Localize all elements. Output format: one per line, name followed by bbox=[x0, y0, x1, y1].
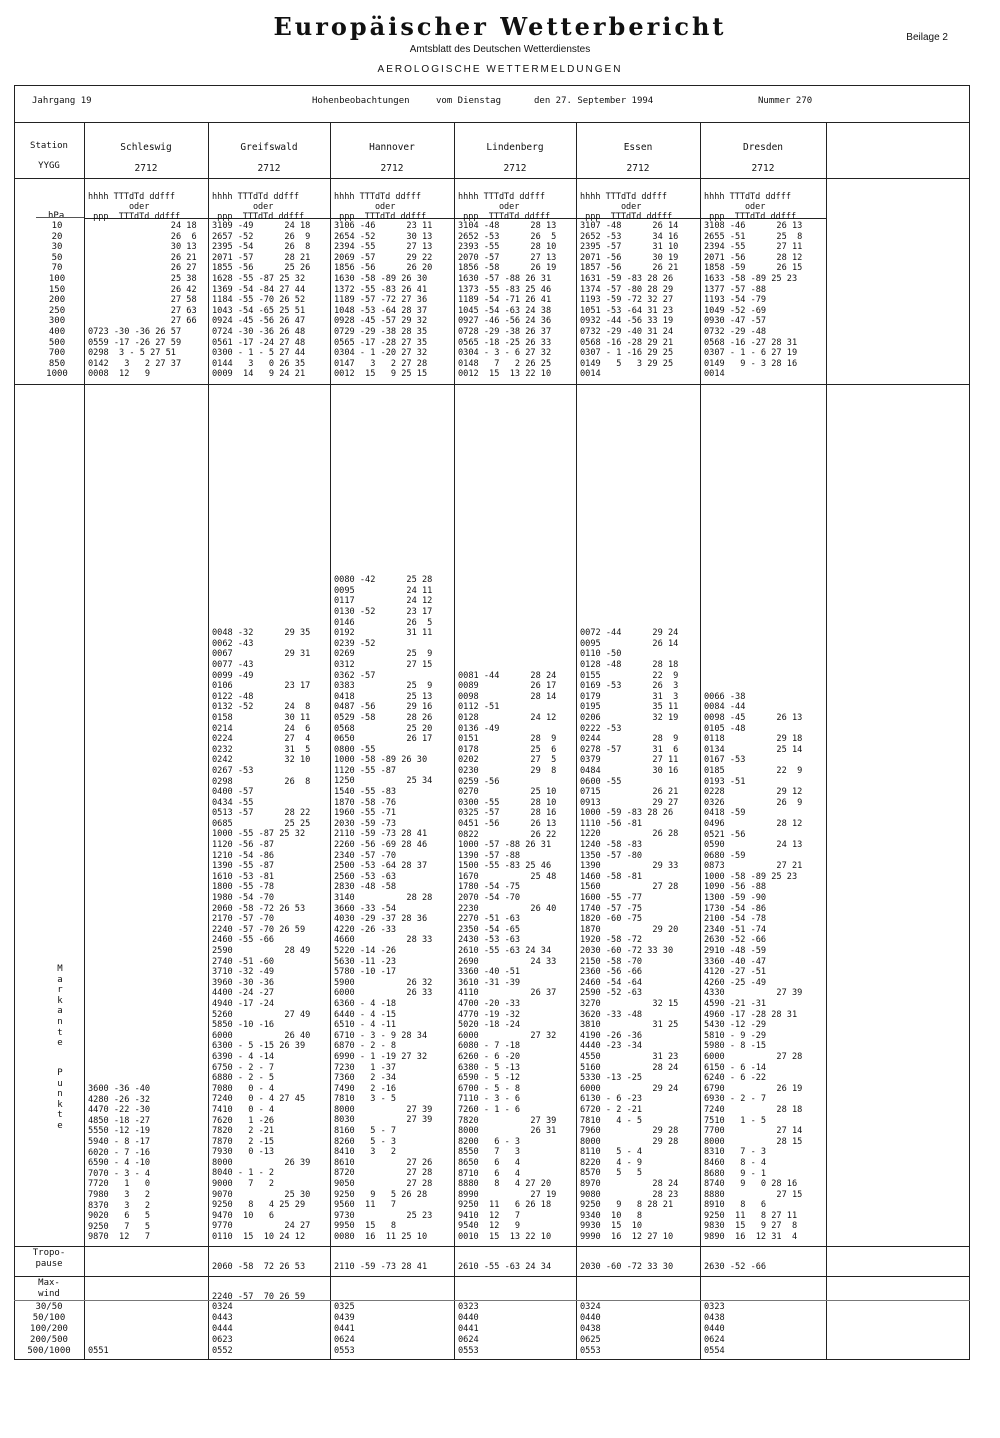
pressure-level: 20 bbox=[51, 231, 63, 242]
layer-labels bbox=[14, 1302, 84, 1357]
pressure-level: 1000 bbox=[46, 369, 68, 380]
standard-levels-data: 3104 -48 28 13 2652 -53 26 5 2393 -55 28 10 2070 -57 27 13 1856 -58 26 19 1630 -57 -88 26 31 1373 -55 -83 25 46 1189 -54 -71 26 41 1045 -54 -63 24 38 0927 -46 -56 24 36 0728 -29 -38 26 37 0565 -18 -25 26 33 0304 - 3 - 6 27 32 0148 7 2 26 25 0012 15 13 22 10 bbox=[458, 221, 557, 380]
column-header: hhhh TTTdTd ddfff oder ppp TTTdTd ddfff bbox=[334, 191, 427, 222]
layer-label: 500/1000 bbox=[27, 1346, 71, 1356]
layer-thickness-data: 0323 0440 0441 0624 0553 bbox=[458, 1302, 479, 1356]
significant-points-data: 0081 -44 28 24 0089 26 17 0098 28 14 0112 -51 0128 24 12 0136 -49 0151 28 9 0178 25 6 0202 27 5 0230 29 8 0259 -56 0270 25 10 0300 -55 28 10 0325 -57 28 16 0451 -56 26 13 0822 26 22 1000 -57 -88 26 31 1390 -57 -88 1500 -55 -83 25 46 1670 25 48 1780 -54 -75 2070 -54 -70 2230 26 40 2270 -51 -63 2350 -54 -65 2430 -53 -63 2610 -55 -63 24 34 2690 24 33 3360 -40 -51 3610 -31 -39 4110 26 37 4700 -20 -33 4770 -19 -32 5020 -18 -24 6000 27 32 6080 - 7 -18 6260 - 6 -20 6380 - 5 -13 6590 - 5 -12 6700 - 5 - 8 7110 - 3 - 6 7260 - 1 - 6 7820 27 39 8000 26 31 8200 6 - 3 8550 7 3 8650 6 4 8710 6 4 8880 8 4 27 20 8990 27 19 9250 11 6 26 18 9410 12 7 9540 12 9 0010 15 13 22 10 bbox=[458, 670, 557, 1243]
hpa-label: hPa bbox=[48, 211, 65, 221]
observation-type: Hohenbeobachtungen bbox=[312, 96, 410, 106]
col-divider bbox=[84, 122, 85, 1360]
pressure-level: 400 bbox=[48, 326, 66, 337]
significant-points-data: 3600 -36 -40 4280 -26 -32 4470 -22 -30 4850 -18 -27 5550 -12 -19 5940 - 8 -17 6020 - 7 -16 6590 - 4 -10 7070 - 3 - 4 7720 1 0 7980 3 2 8370 3 2 9020 6 5 9250 7 5 9870 12 7 bbox=[88, 1084, 151, 1243]
vertical-letter: n bbox=[57, 1089, 63, 1100]
tropopause-data: 2030 -60 -72 33 30 bbox=[580, 1262, 674, 1272]
pressure-level: 700 bbox=[48, 348, 66, 359]
significant-points-data: 0066 -38 0084 -44 0098 -45 26 13 0105 -48 0118 29 18 0134 25 14 0167 -53 0185 22 9 0193 -51 0228 29 12 0326 26 9 0418 -59 0496 28 12 0521 -56 0590 24 13 0680 -59 0873 27 21 1000 -58 -89 25 23 1090 -56 -88 1300 -59 -90 1730 -54 -86 2100 -54 -78 2340 -51 -74 2630 -52 -66 2910 -48 -59 3360 -40 -47 4120 -27 -51 4260 -25 -49 4330 27 39 4590 -21 -31 4960 -17 -28 28 31 5430 -12 -29 5810 - 9 -29 5980 - 8 -15 6000 27 28 6150 - 6 -14 6240 - 6 -22 6790 26 19 6930 - 2 - 7 7240 28 18 7510 1 - 5 7700 27 14 8000 28 15 8310 7 - 3 8460 8 - 4 8680 9 - 1 8740 9 0 28 16 8880 27 15 8910 8 6 9250 11 8 27 11 9830 15 9 27 8 9890 16 12 31 4 bbox=[704, 691, 803, 1243]
row-divider bbox=[14, 1276, 970, 1277]
station-yygg: 2712 bbox=[134, 163, 158, 174]
layer-label: 200/500 bbox=[30, 1335, 68, 1345]
standard-levels-data: 3109 -49 24 18 2657 -52 26 9 2395 -54 26 8 2071 -57 28 21 1855 -56 25 26 1628 -55 -87 25 32 1369 -54 -84 27 44 1184 -55 -70 26 52 1043 -54 -65 25 51 0924 -45 -56 26 47 0724 -30 -36 26 48 0561 -17 -24 27 48 0300 - 1 - 5 27 44 0144 3 0 26 35 0009 14 9 24 21 bbox=[212, 221, 311, 380]
pressure-level: 50 bbox=[51, 252, 63, 263]
tropopause-data: 2110 -59 -73 28 41 bbox=[334, 1262, 428, 1272]
pressure-level: 250 bbox=[48, 305, 66, 316]
pressure-level: 500 bbox=[48, 337, 66, 348]
layer-thickness-data: 0324 0440 0438 0625 0553 bbox=[580, 1302, 601, 1356]
vertical-letter: k bbox=[57, 1099, 63, 1110]
station-name: Lindenberg bbox=[486, 142, 544, 153]
vertical-letter: P bbox=[57, 1068, 63, 1078]
row-divider-thin bbox=[14, 1300, 970, 1301]
punkte-vertical-label bbox=[52, 1068, 68, 1132]
station-name: Essen bbox=[623, 142, 653, 153]
column-header: hhhh TTTdTd ddfff oder ppp TTTdTd ddfff bbox=[88, 191, 181, 222]
station-yygg: 2712 bbox=[257, 163, 281, 174]
vertical-letter: u bbox=[57, 1078, 63, 1089]
markante-vertical-label bbox=[52, 964, 68, 1049]
layer-thickness-data: 0551 bbox=[88, 1346, 109, 1356]
tropopause-data: 2060 -58 72 26 53 bbox=[212, 1262, 306, 1272]
row-divider bbox=[14, 1246, 970, 1247]
station-name: Schleswig bbox=[120, 142, 172, 153]
station-yygg: 2712 bbox=[380, 163, 404, 174]
maxwind-label: Max- wind bbox=[38, 1278, 60, 1299]
pressure-level: 100 bbox=[48, 273, 66, 284]
vertical-letter: a bbox=[57, 974, 63, 985]
vertical-letter: k bbox=[57, 995, 63, 1006]
vertical-letter: r bbox=[57, 985, 63, 996]
tropopause-data: 2630 -52 -66 bbox=[704, 1262, 767, 1272]
standard-levels-data: 3106 -46 23 11 2654 -52 30 13 2394 -55 27 13 2069 -57 29 22 1856 -56 26 20 1630 -58 -89 26 30 1372 -55 -83 26 41 1189 -57 -72 27 36 1048 -53 -64 28 37 0928 -45 -57 29 32 0729 -29 -38 28 35 0565 -17 -28 27 35 0304 - 1 -20 27 32 0147 3 2 27 28 0012 15 9 25 15 bbox=[334, 221, 433, 380]
station-yygg: 2712 bbox=[751, 163, 775, 174]
layer-label: 30/50 bbox=[35, 1302, 63, 1312]
standard-levels-data: 24 18 26 6 30 13 26 21 26 27 25 38 26 42 27 58 27 63 27 66 0723 -30 -36 26 57 0559 -17 -26 27 59 0298 3 - 5 27 51 0142 3 2 27 37 0008 12 9 bbox=[88, 221, 197, 380]
report-date: den 27. September 1994 bbox=[534, 96, 654, 106]
pressure-level: 300 bbox=[48, 316, 66, 327]
jahrgang: Jahrgang 19 bbox=[32, 96, 92, 106]
hpa-underline bbox=[36, 217, 84, 218]
layer-thickness-data: 0324 0443 0444 0623 0552 bbox=[212, 1302, 233, 1356]
vertical-letter: a bbox=[57, 1006, 63, 1017]
row-divider bbox=[14, 178, 970, 179]
col-divider bbox=[330, 122, 331, 1360]
column-header: hhhh TTTdTd ddfff oder ppp TTTdTd ddfff bbox=[704, 191, 797, 222]
col-divider bbox=[454, 122, 455, 1360]
pressure-levels bbox=[32, 221, 82, 380]
layer-thickness-data: 0323 0438 0440 0624 0554 bbox=[704, 1302, 725, 1356]
col-divider bbox=[208, 122, 209, 1360]
maxwind-data: 2240 -57 70 26 59 bbox=[212, 1292, 306, 1302]
col-divider bbox=[826, 122, 827, 1360]
standard-levels-data: 3107 -48 26 14 2652 -53 34 16 2395 -57 31 10 2071 -56 30 19 1857 -56 26 21 1631 -59 -83 28 26 1374 -57 -80 28 29 1193 -59 -72 32 27 1051 -53 -64 31 23 0932 -44 -56 33 19 0732 -29 -40 31 24 0568 -16 -28 29 21 0307 - 1 -16 29 25 0149 5 3 29 25 0014 bbox=[580, 221, 679, 380]
pressure-level: 30 bbox=[51, 242, 63, 253]
beilage-label: Beilage 2 bbox=[906, 32, 948, 43]
report-number: Nummer 270 bbox=[758, 96, 813, 106]
vertical-letter: M bbox=[57, 964, 63, 974]
pressure-level: 70 bbox=[51, 263, 63, 274]
column-header: hhhh TTTdTd ddfff oder ppp TTTdTd ddfff bbox=[580, 191, 673, 222]
col-divider bbox=[576, 122, 577, 1360]
vertical-letter: t bbox=[57, 1027, 63, 1038]
vertical-letter: e bbox=[57, 1038, 63, 1049]
pressure-level: 850 bbox=[48, 358, 66, 369]
pressure-level: 10 bbox=[51, 221, 63, 231]
station-yygg: 2712 bbox=[626, 163, 650, 174]
vertical-letter: e bbox=[57, 1120, 63, 1131]
station-label: Station bbox=[30, 141, 68, 151]
yygg-label: YYGG bbox=[38, 161, 60, 171]
layer-label: 100/200 bbox=[30, 1324, 68, 1334]
layer-thickness-data: 0325 0439 0441 0624 0553 bbox=[334, 1302, 355, 1356]
significant-points-data: 0080 -42 25 28 0095 24 11 0117 24 12 0130 -52 23 17 0146 26 5 0192 31 11 0239 -52 0269 25 9 0312 27 15 0362 -57 0383 25 9 0418 25 13 0487 -56 29 16 0529 -58 28 26 0568 25 20 0650 26 17 0800 -55 1000 -58 -89 26 30 1120 -55 -87 1250 25 34 1540 -55 -83 1870 -58 -76 1960 -55 -71 2030 -59 -73 2110 -59 -73 28 41 2260 -56 -69 28 46 2340 -57 -70 2500 -53 -64 28 37 2560 -53 -63 2830 -48 -58 3140 28 28 3660 -33 -54 4030 -29 -37 28 36 4220 -26 -33 4660 28 33 5220 -14 -26 5630 -11 -23 5780 -10 -17 5900 26 32 6000 26 33 6360 - 4 -18 6440 - 4 -15 6510 - 4 -11 6710 - 3 - 9 28 34 6870 - 2 - 8 6990 - 1 -19 27 32 7230 1 -37 7360 2 -34 7490 2 -16 7810 3 - 5 8000 27 39 8030 27 39 8160 5 - 7 8260 5 - 3 8410 3 2 8610 27 26 8720 27 28 9050 27 28 9250 9 5 26 28 9560 11 7 9730 25 23 9950 15 8 0080 16 11 25 10 bbox=[334, 575, 433, 1242]
tropopause-label: Tropo- pause bbox=[32, 1248, 66, 1269]
column-header: hhhh TTTdTd ddfff oder ppp TTTdTd ddfff bbox=[212, 191, 305, 222]
document-title: Europäischer Wetterbericht bbox=[273, 12, 727, 41]
station-yygg: 2712 bbox=[503, 163, 527, 174]
significant-points-data: 0072 -44 29 24 0095 26 14 0110 -50 0128 -48 28 18 0155 22 9 0169 -53 26 3 0179 31 3 0195 35 11 0206 32 19 0222 -53 0244 28 9 0278 -57 31 6 0379 27 11 0484 30 16 0600 -55 0715 26 21 0913 29 27 1000 -59 -83 28 26 1110 -56 -81 1220 26 28 1240 -58 -83 1350 -57 -80 1390 29 33 1460 -58 -81 1560 27 28 1600 -55 -77 1740 -57 -75 1820 -60 -75 1870 29 20 1920 -58 -72 2030 -60 -72 33 30 2150 -58 -70 2360 -56 -66 2460 -54 -64 2590 -52 -63 3270 32 15 3620 -33 -48 3810 31 25 4190 -26 -36 4440 -23 -34 4550 31 23 5160 28 24 5330 -13 -25 6000 29 24 6130 - 6 -23 6720 - 2 -21 7810 4 - 5 7960 29 28 8000 29 28 8110 5 - 4 8220 4 - 9 8570 5 5 8970 28 24 9080 28 23 9250 9 8 28 21 9340 10 8 9930 15 10 9990 16 12 27 10 bbox=[580, 628, 679, 1243]
section-title: AEROLOGISCHE WETTERMELDUNGEN bbox=[377, 64, 623, 75]
significant-points-data: 0048 -32 29 35 0062 -43 0067 29 31 0077 -43 0099 -49 0106 23 17 0122 -48 0132 -52 24 8 0158 30 11 0214 24 6 0224 27 4 0232 31 5 0242 32 10 0267 -53 0298 26 8 0400 -57 0434 -55 0513 -57 28 22 0685 25 25 1000 -55 -87 25 32 1120 -56 -87 1210 -54 -86 1390 -55 -87 1610 -53 -81 1800 -55 -78 1980 -54 -70 2060 -58 -72 26 53 2170 -57 -70 2240 -57 -70 26 59 2460 -55 -66 2590 28 49 2740 -51 -60 3710 -32 -49 3960 -30 -36 4400 -24 -27 4940 -17 -24 5260 27 49 5850 -10 -16 6000 26 40 6300 - 5 -15 26 39 6390 - 4 -14 6750 - 2 - 7 6880 - 2 - 5 7080 0 - 4 7240 0 - 4 27 45 7410 0 - 4 7620 1 -26 7820 2 -21 7870 2 -15 7930 0 -13 8000 26 39 8040 - 1 - 2 9000 7 2 9070 25 30 9250 8 4 25 29 9470 10 6 9770 24 27 0110 15 10 24 12 bbox=[212, 628, 311, 1243]
station-name: Greifswald bbox=[240, 142, 298, 153]
pressure-level: 150 bbox=[48, 284, 66, 295]
document-subtitle: Amtsblatt des Deutschen Wetterdienstes bbox=[409, 44, 591, 55]
pressure-level: 200 bbox=[48, 295, 66, 306]
vertical-letter: t bbox=[57, 1110, 63, 1121]
weekday: vom Dienstag bbox=[436, 96, 502, 106]
station-name: Dresden bbox=[742, 142, 784, 153]
layer-label: 50/100 bbox=[32, 1313, 66, 1323]
vertical-letter: n bbox=[57, 1016, 63, 1027]
station-name: Hannover bbox=[369, 142, 415, 153]
col-divider bbox=[700, 122, 701, 1360]
standard-levels-data: 3108 -46 26 13 2655 -51 25 8 2394 -55 27 11 2071 -56 28 12 1858 -59 26 15 1633 -58 -89 25 23 1377 -57 -88 1193 -54 -79 1049 -52 -69 0930 -47 -57 0732 -29 -48 0568 -16 -27 28 31 0307 - 1 - 6 27 19 0149 9 - 3 28 16 0014 bbox=[704, 221, 803, 380]
tropopause-data: 2610 -55 -63 24 34 bbox=[458, 1262, 552, 1272]
row-divider bbox=[14, 384, 970, 385]
column-header: hhhh TTTdTd ddfff oder ppp TTTdTd ddfff bbox=[458, 191, 551, 222]
